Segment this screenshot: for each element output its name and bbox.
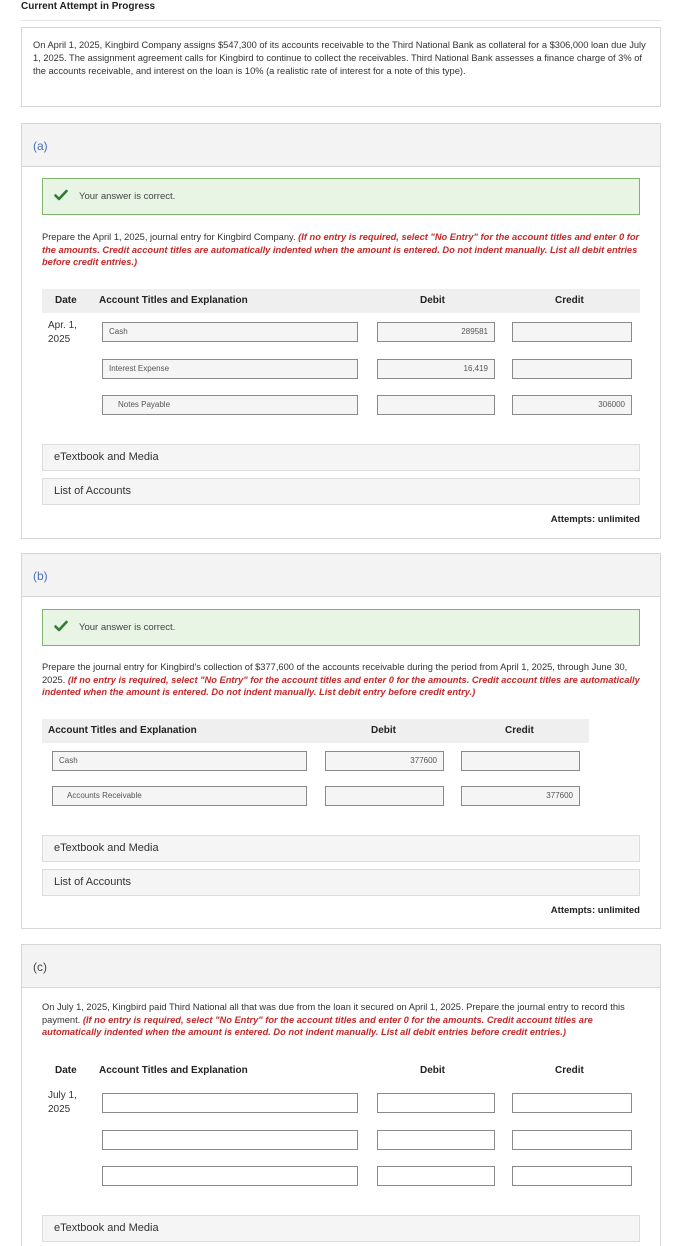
date-line-2: 2025 (48, 334, 71, 345)
instructions-note: (If no entry is required, select "No Entry" for the account titles and enter 0 for the amounts. Credit account titles are automatically indented when the amount is entered. Do not indent manually. List debit entry before credit entry.) (42, 674, 640, 697)
col-date: Date (55, 1065, 77, 1076)
credit-input[interactable] (512, 359, 632, 379)
correct-message: Your answer is correct. (79, 622, 176, 633)
account-input[interactable] (102, 1166, 358, 1186)
instructions (42, 231, 642, 269)
col-date: Date (55, 295, 77, 306)
debit-input[interactable]: 377600 (325, 751, 444, 771)
col-credit: Credit (505, 725, 534, 736)
date-line-1: July 1, (48, 1090, 77, 1101)
credit-input[interactable] (461, 751, 580, 771)
account-input[interactable]: Notes Payable (102, 395, 358, 415)
credit-input[interactable] (512, 322, 632, 342)
account-input[interactable] (102, 1093, 358, 1113)
part-a-label: (a) (33, 139, 48, 153)
part-b-label: (b) (33, 569, 48, 583)
date-line-1: Apr. 1, (48, 320, 77, 331)
instructions-note: (If no entry is required, select "No Entry" for the account titles and enter 0 for the amounts. Credit account titles are automatically indented when the amount is entered. Do not indent manually. List all debit entries before credit entries.) (42, 232, 640, 267)
problem-statement: On April 1, 2025, Kingbird Company assigns $547,300 of its accounts receivable to the Third National Bank as collateral for a $306,000 loan due July 1, 2025. The assignment agreement calls for Kingbird to continue to collect the receivables. Third National Bank assesses a finance charge of 3% of the accounts receivable, and interest on the loan is 10% (a realistic rate of interest for a note of this type). (21, 27, 661, 107)
debit-input[interactable] (377, 1166, 495, 1186)
col-credit: Credit (555, 295, 584, 306)
debit-input[interactable] (377, 1093, 495, 1113)
col-account: Account Titles and Explanation (48, 725, 197, 736)
debit-input[interactable]: 16,419 (377, 359, 495, 379)
etextbook-link[interactable]: eTextbook and Media (42, 1215, 640, 1242)
etextbook-link[interactable]: eTextbook and Media (42, 835, 640, 862)
table-header (42, 1059, 640, 1083)
correct-banner (42, 178, 640, 215)
part-b-header[interactable] (22, 554, 660, 597)
instructions-note: (If no entry is required, select "No Entry" for the account titles and enter 0 for the amounts. Credit account titles are automatically indented when the amount is entered. Do not indent manually. List all debit entries before credit entries.) (42, 1014, 593, 1037)
entry-date (48, 319, 77, 347)
entry-date (48, 1089, 77, 1117)
account-input[interactable]: Cash (52, 751, 307, 771)
attempt-status-title: Current Attempt in Progress (21, 1, 156, 12)
col-debit: Debit (371, 725, 396, 736)
instructions (42, 1001, 642, 1039)
account-input[interactable]: Interest Expense (102, 359, 358, 379)
debit-input[interactable] (325, 786, 444, 806)
table-header (42, 719, 589, 743)
instructions-text: Prepare the journal entry for Kingbird's collection of $377,600 of the accounts receivable during the period from April 1, 2025, through June 30, 2025. (42, 662, 628, 685)
instructions-text: Prepare the April 1, 2025, journal entry for Kingbird Company. (42, 232, 299, 242)
account-input[interactable] (102, 1130, 358, 1150)
debit-input[interactable] (377, 395, 495, 415)
account-input[interactable]: Cash (102, 322, 358, 342)
checkmark-icon (54, 619, 68, 633)
instructions (42, 661, 642, 699)
part-b-panel (21, 553, 661, 929)
credit-input[interactable] (512, 1130, 632, 1150)
account-input[interactable]: Accounts Receivable (52, 786, 307, 806)
credit-input[interactable] (512, 1093, 632, 1113)
etextbook-link[interactable]: eTextbook and Media (42, 444, 640, 471)
col-credit: Credit (555, 1065, 584, 1076)
checkmark-icon (54, 188, 68, 202)
date-line-2: 2025 (48, 1104, 71, 1115)
part-c-header[interactable] (22, 945, 660, 988)
attempts-label: Attempts: unlimited (550, 514, 640, 525)
instructions-text: On July 1, 2025, Kingbird paid Third National all that was due from the loan it secured on April 1, 2025. Prepare the journal entry to record this payment. (42, 1002, 625, 1025)
credit-input[interactable]: 306000 (512, 395, 632, 415)
col-debit: Debit (420, 295, 445, 306)
attempts-label: Attempts: unlimited (550, 905, 640, 916)
part-a-header[interactable] (22, 124, 660, 167)
list-of-accounts-link[interactable]: List of Accounts (42, 869, 640, 896)
divider (21, 20, 661, 21)
col-debit: Debit (420, 1065, 445, 1076)
table-header (42, 289, 640, 313)
debit-input[interactable]: 289581 (377, 322, 495, 342)
credit-input[interactable]: 377600 (461, 786, 580, 806)
part-c-label: (c) (33, 960, 47, 974)
col-account: Account Titles and Explanation (99, 1065, 248, 1076)
debit-input[interactable] (377, 1130, 495, 1150)
part-a-panel (21, 123, 661, 539)
list-of-accounts-link[interactable]: List of Accounts (42, 478, 640, 505)
credit-input[interactable] (512, 1166, 632, 1186)
col-account: Account Titles and Explanation (99, 295, 248, 306)
part-c-panel (21, 944, 661, 1246)
correct-banner (42, 609, 640, 646)
correct-message: Your answer is correct. (79, 191, 176, 202)
